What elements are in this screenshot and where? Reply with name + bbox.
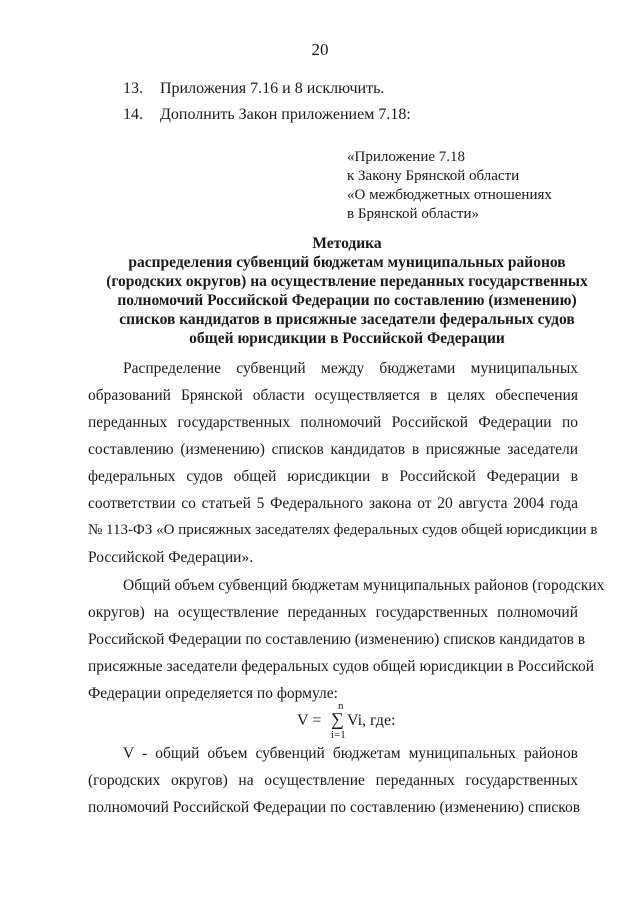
appendix-header-line: к Закону Брянской области [347, 168, 520, 184]
appendix-header-line: в Брянской области» [347, 206, 479, 222]
heading-line: (городских округов) на осуществление переданных государственных [106, 273, 588, 290]
appendix-header-line: «О межбюджетных отношениях [347, 187, 552, 203]
list-item [0, 80, 640, 100]
paragraph-line: Общий объем субвенций бюджетам муниципальных районов (городских [123, 577, 605, 594]
paragraph-line: Российской Федерации». [88, 549, 254, 566]
sum-lower-limit: i=1 [331, 729, 346, 741]
sigma-symbol: ∑ [331, 709, 344, 729]
paragraph-line: Российской Федерации по составлению (изменению) списков кандидатов в [88, 631, 586, 648]
formula-rhs: Vi, где: [347, 712, 396, 729]
list-item-text: Дополнить Закон приложением 7.18: [160, 106, 411, 123]
list-item-text: Приложения 7.16 и 8 исключить. [160, 80, 385, 97]
paragraph-line: переданных государственных полномочий Российской Федерации по [88, 414, 578, 431]
heading-line: общей юрисдикции в Российской Федерации [189, 330, 505, 347]
paragraph-line: присяжные заседатели федеральных судов общей юрисдикции в Российской [88, 658, 595, 675]
paragraph-line: (городских округов) на осуществление переданных государственных [88, 772, 578, 789]
heading-line: списков кандидатов в присяжные заседатели федеральных судов [119, 311, 575, 328]
formula-lhs: V = [297, 712, 322, 729]
paragraph-line: Федерации определяется по формуле: [88, 685, 338, 702]
heading-line: распределения субвенций бюджетам муниципальных районов [128, 254, 566, 271]
paragraph-line: полномочий Российской Федерации по составлению (изменению) списков [88, 799, 581, 816]
paragraph-line: составлению (изменению) списков кандидатов в присяжные заседатели [88, 441, 578, 458]
paragraph-line: федеральных судов общей юрисдикции в Российской Федерации в [88, 468, 578, 485]
paragraph-line: округов) на осуществление переданных государственных полномочий [88, 604, 578, 621]
list-item [0, 106, 640, 126]
page-number: 20 [311, 40, 329, 59]
sum-upper-limit: n [338, 700, 344, 712]
paragraph-line: образований Брянской области осуществляется в целях обеспечения [88, 387, 578, 404]
paragraph-line: Распределение субвенций между бюджетами муниципальных [123, 360, 578, 377]
list-item-number: 13. [123, 80, 143, 97]
heading-line: полномочий Российской Федерации по составлению (изменению) [117, 292, 577, 309]
paragraph-line: № 113-ФЗ «О присяжных заседателях федеральных судов общей юрисдикции в [88, 522, 598, 538]
appendix-header-line: «Приложение 7.18 [347, 149, 466, 165]
heading-title: Методика [312, 235, 382, 252]
paragraph-line: соответствии со статьей 5 Федерального закона от 20 августа 2004 года [88, 495, 578, 512]
paragraph-line: V - общий объем субвенций бюджетам муниципальных районов [123, 745, 578, 762]
list-item-number: 14. [123, 106, 143, 123]
